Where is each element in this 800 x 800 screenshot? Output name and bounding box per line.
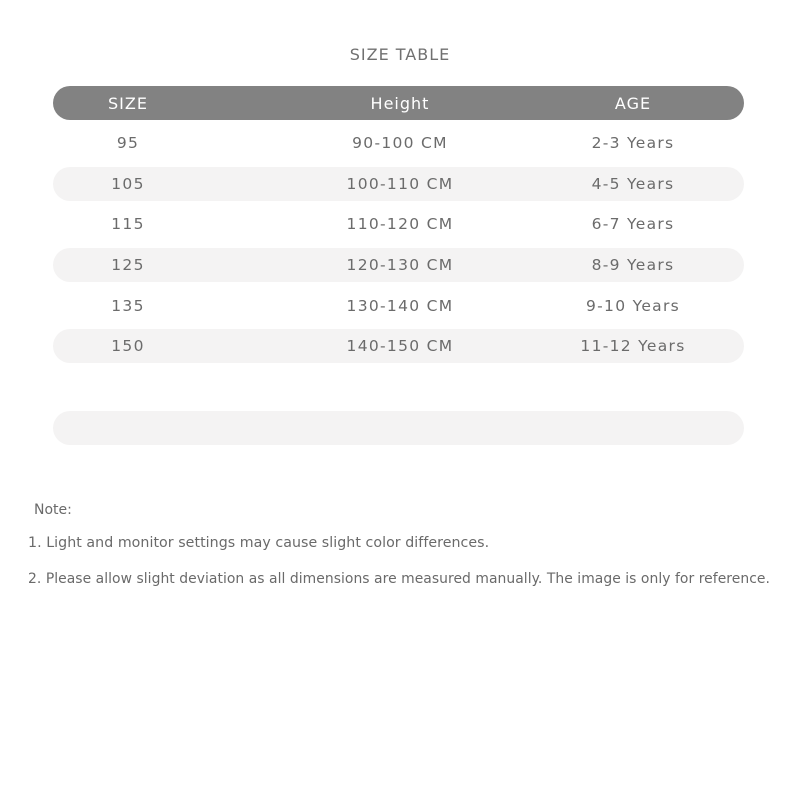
cell-size: 150 (111, 337, 145, 356)
table-row (53, 289, 744, 323)
cell-age: 8-9 Years (591, 256, 675, 275)
cell-height: 90-100 CM (352, 134, 448, 152)
table-row (53, 248, 744, 282)
table-row (53, 207, 744, 241)
table-header-row (53, 86, 744, 120)
note-item-2: 2. Please allow slight deviation as all dimensions are measured manually. The image is only for reference. (28, 571, 770, 587)
cell-age: 9-10 Years (586, 296, 680, 315)
cell-age: 11-12 Years (580, 337, 686, 356)
cell-age: 6-7 Years (591, 215, 675, 234)
cell-height: 100-110 CM (346, 174, 454, 193)
cell-height: 140-150 CM (346, 337, 454, 356)
table-row (53, 167, 744, 201)
cell-height: 110-120 CM (346, 215, 454, 234)
table-row (53, 126, 744, 160)
cell-age: 4-5 Years (591, 174, 675, 193)
cell-size: 105 (111, 174, 145, 193)
header-age: AGE (614, 94, 652, 113)
cell-age: 2-3 Years (591, 134, 675, 152)
note-label: Note: (34, 502, 72, 518)
empty-table-row (53, 411, 744, 445)
cell-size: 95 (116, 134, 140, 152)
header-size: SIZE (108, 94, 148, 113)
header-height: Height (370, 94, 430, 113)
table-row (53, 329, 744, 363)
page-title: SIZE TABLE (349, 45, 451, 64)
note-item-1: 1. Light and monitor settings may cause slight color differences. (28, 535, 490, 551)
cell-height: 130-140 CM (346, 296, 454, 315)
cell-size: 115 (111, 215, 145, 234)
size-table (53, 86, 744, 370)
cell-size: 125 (111, 256, 145, 275)
cell-height: 120-130 CM (346, 256, 454, 275)
cell-size: 135 (111, 296, 145, 315)
